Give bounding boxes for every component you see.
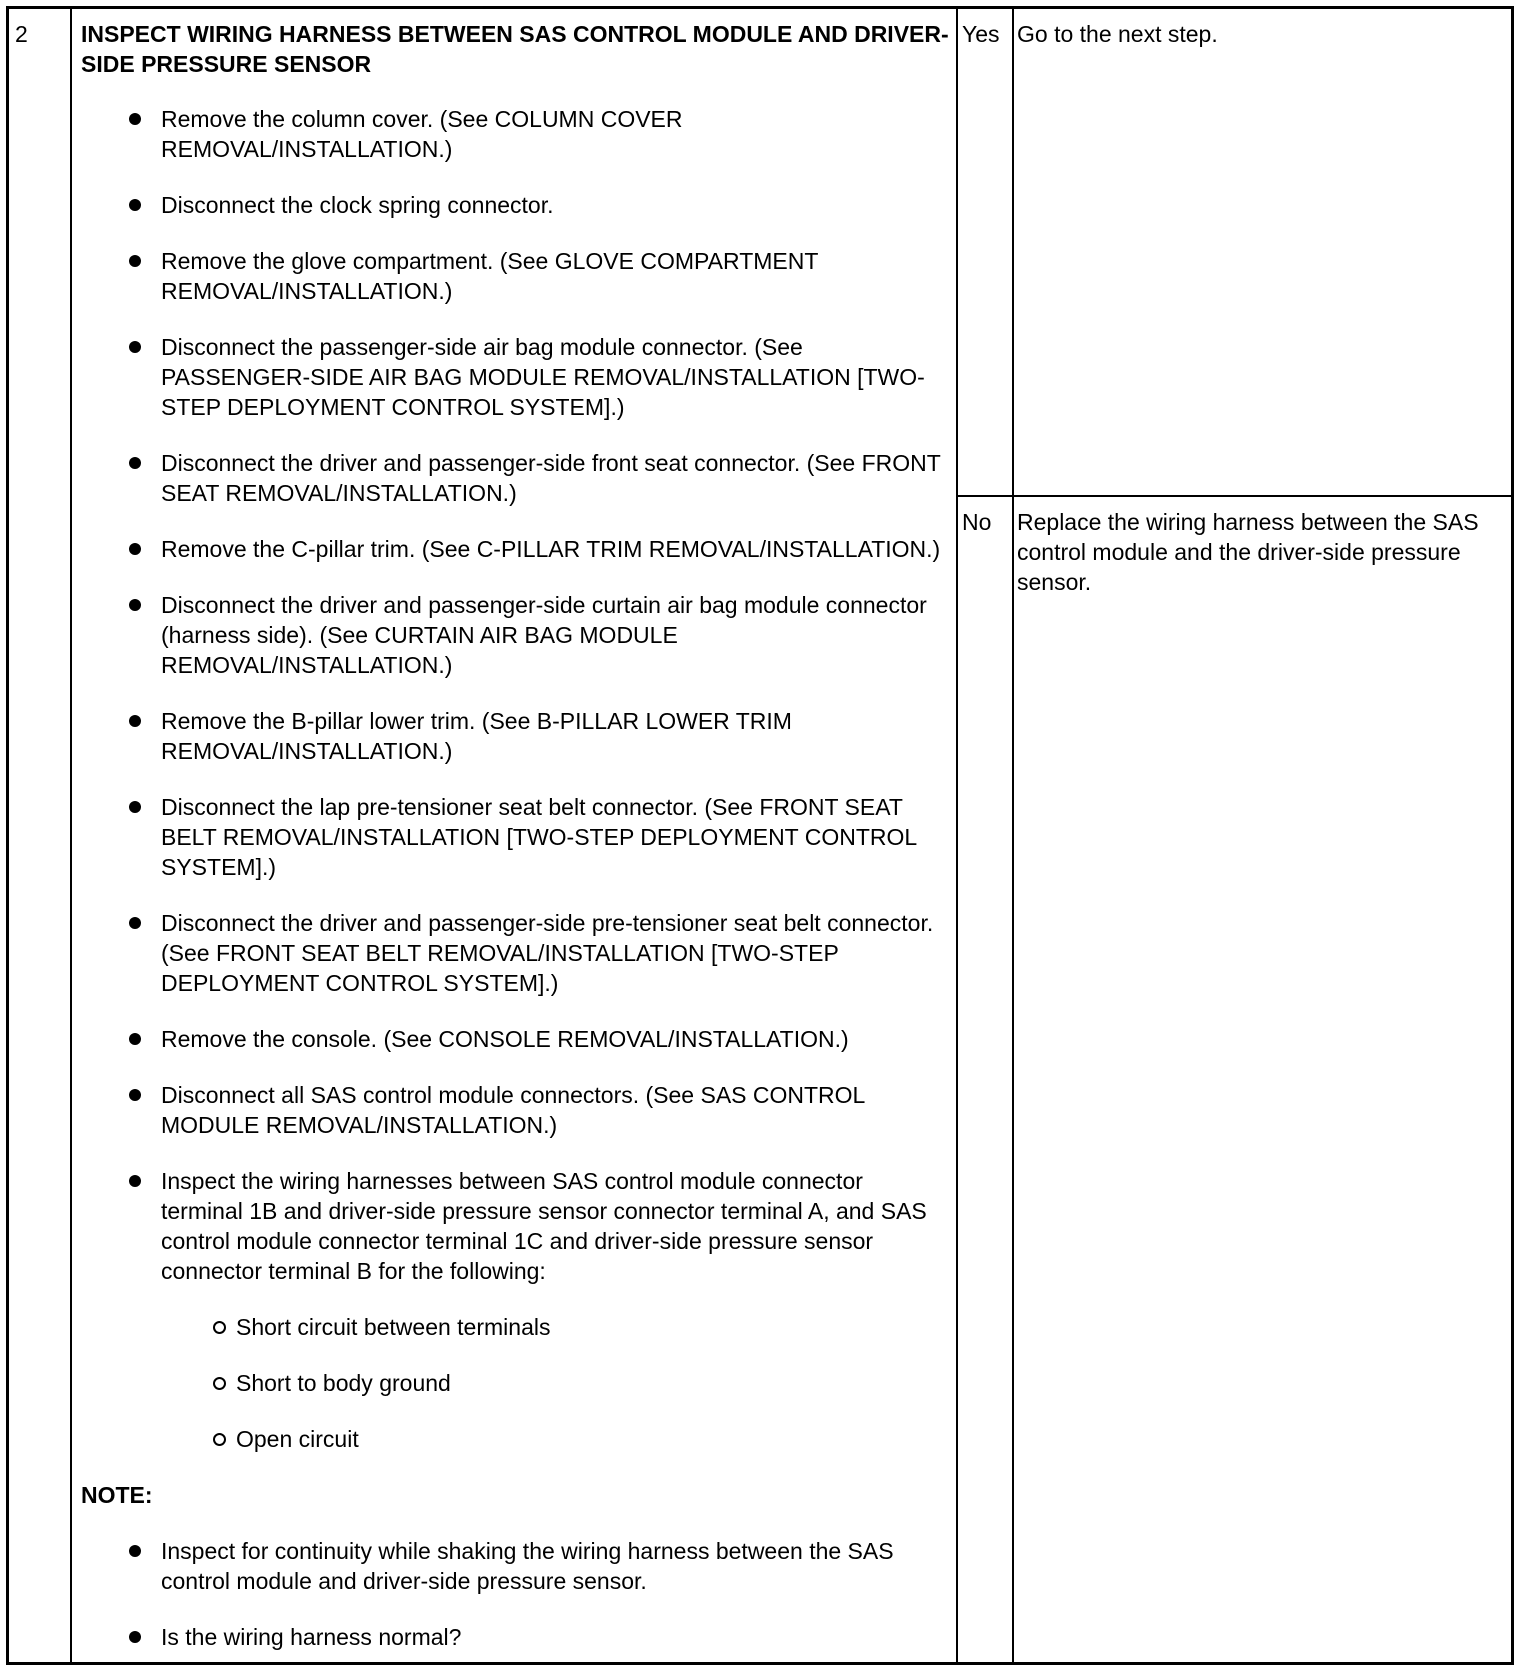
list-item: [81, 332, 951, 422]
note-text: Is the wiring harness normal?: [161, 1624, 462, 1650]
bullet-icon: [129, 113, 141, 125]
no-action: Replace the wiring harness between the SAS control module and the driver-side pressure sensor.: [1017, 509, 1479, 595]
bullet-icon: [129, 715, 141, 727]
list-item: [81, 1166, 951, 1454]
procedure-text: Remove the console. (See CONSOLE REMOVAL/INSTALLATION.): [161, 1026, 849, 1052]
procedure-text: Disconnect the driver and passenger-side curtain air bag module connector (harness side). (See CURTAIN AIR BAG MODULE REMOVAL/INSTALLATION.): [161, 592, 927, 678]
sub-list: [161, 1312, 951, 1454]
bullet-icon: [129, 457, 141, 469]
list-item: [81, 706, 951, 766]
no-label: No: [962, 509, 992, 535]
bullet-icon: [129, 199, 141, 211]
procedure-text: Remove the B-pillar lower trim. (See B-PILLAR LOWER TRIM REMOVAL/INSTALLATION.): [161, 708, 792, 764]
step-title: INSPECT WIRING HARNESS BETWEEN SAS CONTROL MODULE AND DRIVER-SIDE PRESSURE SENSOR: [81, 21, 949, 77]
sub-list-item: [161, 1312, 951, 1342]
bullet-icon: [129, 1631, 141, 1643]
list-item: [81, 1622, 951, 1652]
list-item: [81, 448, 951, 508]
sub-item-text: Short to body ground: [236, 1370, 451, 1396]
bullet-icon: [129, 1089, 141, 1101]
list-item: [81, 908, 951, 998]
circle-bullet-icon: [213, 1377, 226, 1390]
sub-list-item: [161, 1424, 951, 1454]
list-item: [81, 104, 951, 164]
bullet-icon: [129, 801, 141, 813]
procedure-text: Remove the C-pillar trim. (See C-PILLAR TRIM REMOVAL/INSTALLATION.): [161, 536, 941, 562]
bullet-icon: [129, 1545, 141, 1557]
list-item: [81, 1024, 951, 1054]
procedure-text: Disconnect the passenger-side air bag module connector. (See PASSENGER-SIDE AIR BAG MODULE REMOVAL/INSTALLATION [TWO-STEP DEPLOYMENT CONTROL SYSTEM].): [161, 334, 925, 420]
list-item: [81, 246, 951, 306]
bullet-icon: [129, 543, 141, 555]
bullet-icon: [129, 599, 141, 611]
circle-bullet-icon: [213, 1321, 226, 1334]
column-divider-procedure: [956, 9, 958, 1662]
bullet-icon: [129, 1033, 141, 1045]
note-list: [81, 1536, 951, 1652]
sub-item-text: Short circuit between terminals: [236, 1314, 551, 1340]
column-divider-answer: [1012, 9, 1014, 1662]
procedure-text: Disconnect all SAS control module connectors. (See SAS CONTROL MODULE REMOVAL/INSTALLATION.): [161, 1082, 865, 1138]
procedure-text: Disconnect the driver and passenger-side front seat connector. (See FRONT SEAT REMOVAL/INSTALLATION.): [161, 450, 941, 506]
list-item: [81, 1080, 951, 1140]
row-divider-yes-no: [956, 495, 1511, 497]
procedure-text: Disconnect the lap pre-tensioner seat belt connector. (See FRONT SEAT BELT REMOVAL/INSTALLATION [TWO-STEP DEPLOYMENT CONTROL SYSTEM].): [161, 794, 917, 880]
procedure-text: Disconnect the driver and passenger-side pre-tensioner seat belt connector. (See FRONT SEAT BELT REMOVAL/INSTALLATION [TWO-STEP DEPLOYMENT CONTROL SYSTEM].): [161, 910, 934, 996]
bullet-icon: [129, 1175, 141, 1187]
bullet-icon: [129, 341, 141, 353]
note-text: Inspect for continuity while shaking the wiring harness between the SAS control module and driver-side pressure sensor.: [161, 1538, 894, 1594]
step-number: 2: [15, 21, 28, 47]
bullet-icon: [129, 917, 141, 929]
sub-item-text: Open circuit: [236, 1426, 359, 1452]
procedure-cell: [81, 104, 951, 1678]
yes-label: Yes: [962, 21, 1000, 47]
list-item: [81, 190, 951, 220]
procedure-list: [81, 104, 951, 1454]
list-item: [81, 1536, 951, 1596]
list-item: [81, 792, 951, 882]
procedure-text: Disconnect the clock spring connector.: [161, 192, 554, 218]
diagnostic-table: [6, 6, 1514, 1665]
circle-bullet-icon: [213, 1433, 226, 1446]
note-heading: NOTE:: [81, 1482, 153, 1508]
list-item: [81, 534, 951, 564]
bullet-icon: [129, 255, 141, 267]
column-divider-step: [70, 9, 72, 1662]
procedure-text: Remove the column cover. (See COLUMN COVER REMOVAL/INSTALLATION.): [161, 106, 683, 162]
sub-list-item: [161, 1368, 951, 1398]
procedure-text: Inspect the wiring harnesses between SAS control module connector terminal 1B and driver-side pressure sensor connector terminal A, and SAS control module connector terminal 1C and driver-side pressure sensor connector terminal B for the following:: [161, 1168, 927, 1284]
list-item: [81, 590, 951, 680]
procedure-text: Remove the glove compartment. (See GLOVE COMPARTMENT REMOVAL/INSTALLATION.): [161, 248, 819, 304]
yes-action: Go to the next step.: [1017, 21, 1218, 47]
